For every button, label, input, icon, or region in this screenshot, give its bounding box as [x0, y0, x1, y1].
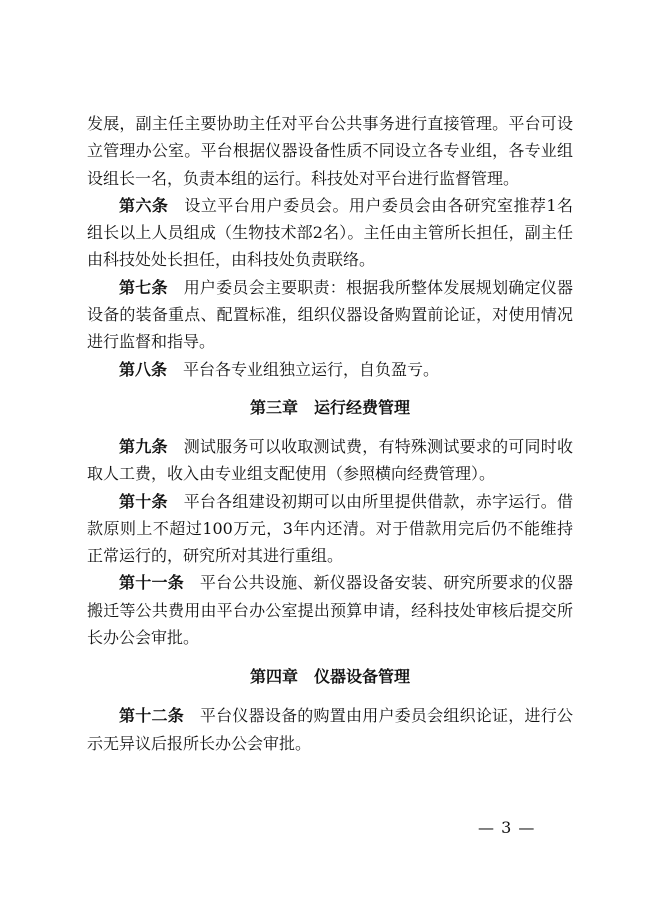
- article-12-text: 平台仪器设备的购置由用户委员会组织论证，进行公示无异议后报所长办公会审批。: [87, 706, 573, 753]
- article-10-label: 第十条: [119, 491, 168, 511]
- article-9: [87, 433, 573, 488]
- article-6: [87, 192, 573, 274]
- paragraph-intro: 发展，副主任主要协助主任对平台公共事务进行直接管理。平台可设立管理办公室。平台根据仪器设备性质不同设立各专业组，各专业组设组长一名，负责本组的运行。科技处对平台进行监督管理。: [87, 114, 573, 188]
- article-7-label: 第七条: [119, 277, 168, 297]
- article-12-label: 第十二条: [119, 706, 184, 726]
- article-11: [87, 569, 573, 651]
- article-9-label: 第九条: [119, 436, 168, 456]
- chapter-3-heading: [87, 394, 573, 421]
- article-6-label: 第六条: [119, 195, 169, 215]
- document-page: [87, 110, 573, 757]
- chapter-4-number: 第四章: [249, 667, 298, 687]
- page-number: — 3 —: [478, 818, 536, 837]
- article-12: [87, 702, 573, 757]
- chapter-3-title: 运行经费管理: [314, 397, 411, 417]
- article-11-label: 第十一条: [119, 573, 184, 593]
- article-7-text: 用户委员会主要职责：根据我所整体发展规划确定仪器设备的装备重点、配置标准，组织仪器设备购置前论证，对使用情况进行监督和指导。: [87, 277, 573, 352]
- article-6-text: 设立平台用户委员会。用户委员会由各研究室推荐1名组长以上人员组成（生物技术部2名）。主任由主管所长担任，副主任由科技处处长担任，由科技处负责联络。: [87, 195, 573, 270]
- article-10: [87, 488, 573, 570]
- chapter-4-heading: [87, 663, 573, 690]
- chapter-4-title: 仪器设备管理: [314, 667, 411, 687]
- article-8-label: 第八条: [119, 359, 168, 379]
- chapter-3-number: 第三章: [249, 397, 298, 417]
- article-8-text: 平台各专业组独立运行，自负盈亏。: [183, 359, 440, 379]
- article-11-text: 平台公共设施、新仪器设备安装、研究所要求的仪器搬迁等公共费用由平台办公室提出预算申请，经科技处审核后提交所长办公会审批。: [87, 573, 573, 648]
- article-10-text: 平台各组建设初期可以由所里提供借款，赤字运行。借款原则上不超过100万元，3年内还清。对于借款用完后仍不能维持正常运行的，研究所对其进行重组。: [87, 491, 573, 566]
- article-7: [87, 274, 573, 356]
- article-8: [87, 356, 573, 383]
- article-9-text: 测试服务可以收取测试费，有特殊测试要求的可同时收取人工费，收入由专业组支配使用（参照横向经费管理）。: [87, 436, 573, 484]
